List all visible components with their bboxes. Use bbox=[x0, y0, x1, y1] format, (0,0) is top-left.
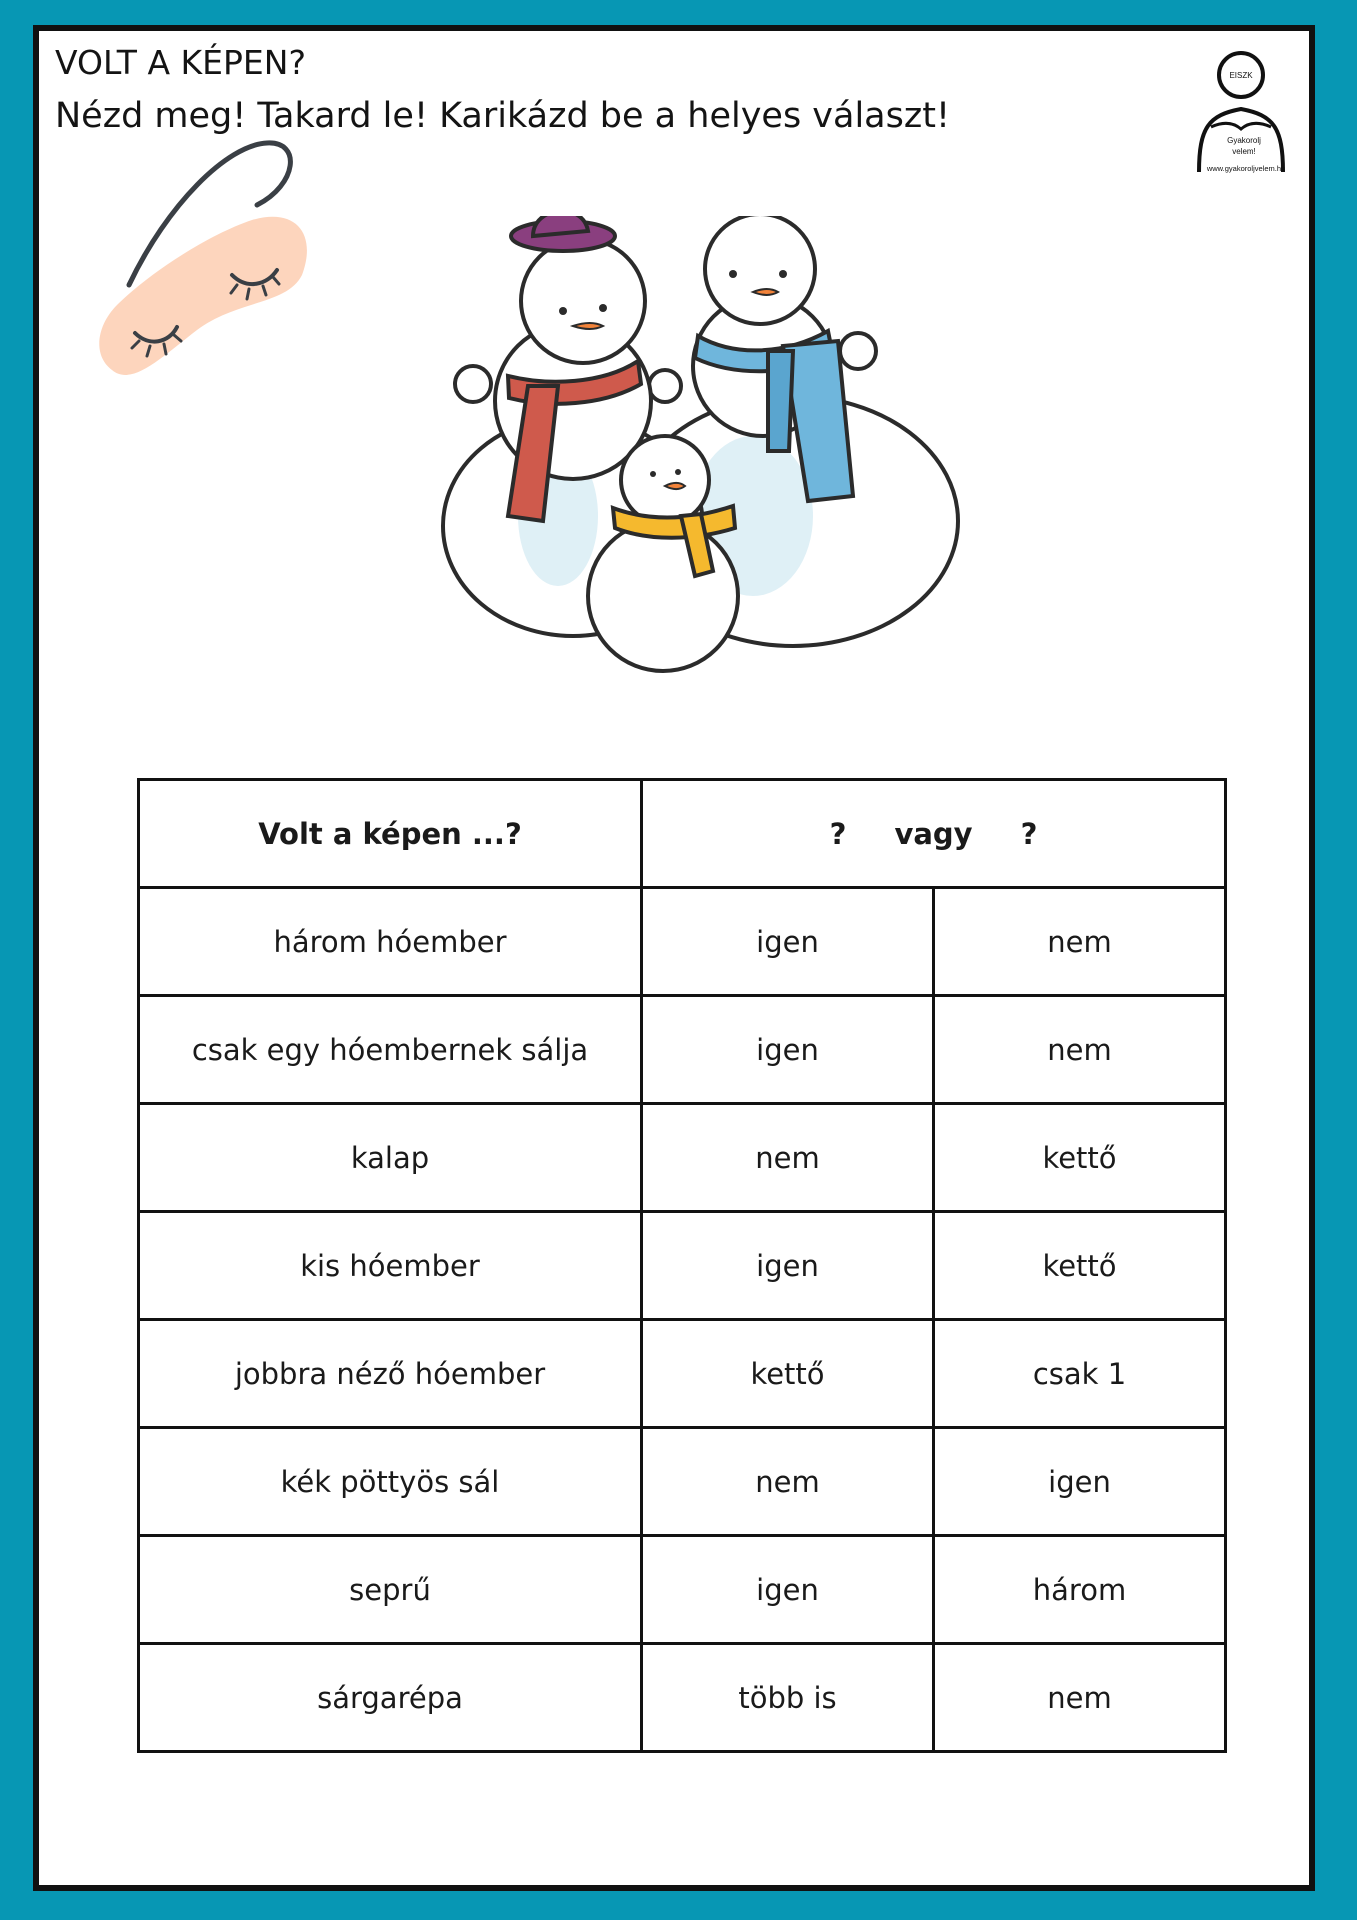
header-q1: ? bbox=[829, 816, 847, 851]
table-row bbox=[139, 1320, 1226, 1428]
quiz-table bbox=[137, 778, 1227, 1753]
table-header-row bbox=[139, 780, 1226, 888]
eiszk-logo bbox=[1189, 47, 1307, 187]
row-item: kalap bbox=[139, 1104, 642, 1212]
table-row bbox=[139, 1428, 1226, 1536]
answer-option-b[interactable]: csak 1 bbox=[934, 1320, 1226, 1428]
logo-line2: velem! bbox=[1232, 147, 1256, 156]
header-q2: ? bbox=[1020, 816, 1038, 851]
answer-option-a[interactable]: nem bbox=[642, 1104, 934, 1212]
snowmen-illustration bbox=[433, 216, 979, 706]
table-row bbox=[139, 888, 1226, 996]
header-answers bbox=[642, 780, 1226, 888]
answer-option-a[interactable]: igen bbox=[642, 888, 934, 996]
answer-option-a[interactable]: több is bbox=[642, 1644, 934, 1752]
answer-option-a[interactable]: kettő bbox=[642, 1320, 934, 1428]
worksheet bbox=[33, 25, 1315, 1891]
answer-option-b[interactable]: kettő bbox=[934, 1104, 1226, 1212]
header-question: Volt a képen ...? bbox=[139, 780, 642, 888]
answer-option-b[interactable]: három bbox=[934, 1536, 1226, 1644]
row-item: csak egy hóembernek sálja bbox=[139, 996, 642, 1104]
row-item: seprű bbox=[139, 1536, 642, 1644]
sleep-mask-icon bbox=[77, 125, 327, 385]
table-row bbox=[139, 1644, 1226, 1752]
answer-option-a[interactable]: nem bbox=[642, 1428, 934, 1536]
header-or: vagy bbox=[894, 816, 973, 851]
answer-option-a[interactable]: igen bbox=[642, 996, 934, 1104]
answer-option-b[interactable]: nem bbox=[934, 1644, 1226, 1752]
worksheet-instruction: Nézd meg! Takard le! Karikázd be a helyes választ! bbox=[55, 96, 950, 136]
logo-url: www.gyakoroljvelem.hu bbox=[1206, 164, 1286, 173]
table-row bbox=[139, 1104, 1226, 1212]
row-item: kék pöttyös sál bbox=[139, 1428, 642, 1536]
table-row bbox=[139, 1212, 1226, 1320]
answer-option-a[interactable]: igen bbox=[642, 1536, 934, 1644]
table-row bbox=[139, 1536, 1226, 1644]
logo-org: EISZK bbox=[1229, 71, 1253, 80]
answer-option-b[interactable]: kettő bbox=[934, 1212, 1226, 1320]
table-row bbox=[139, 996, 1226, 1104]
answer-option-b[interactable]: nem bbox=[934, 996, 1226, 1104]
row-item: kis hóember bbox=[139, 1212, 642, 1320]
row-item: három hóember bbox=[139, 888, 642, 996]
answer-option-a[interactable]: igen bbox=[642, 1212, 934, 1320]
answer-option-b[interactable]: igen bbox=[934, 1428, 1226, 1536]
row-item: jobbra néző hóember bbox=[139, 1320, 642, 1428]
row-item: sárgarépa bbox=[139, 1644, 642, 1752]
worksheet-title: VOLT A KÉPEN? bbox=[55, 43, 306, 82]
answer-option-b[interactable]: nem bbox=[934, 888, 1226, 996]
logo-line1: Gyakorolj bbox=[1227, 136, 1261, 145]
